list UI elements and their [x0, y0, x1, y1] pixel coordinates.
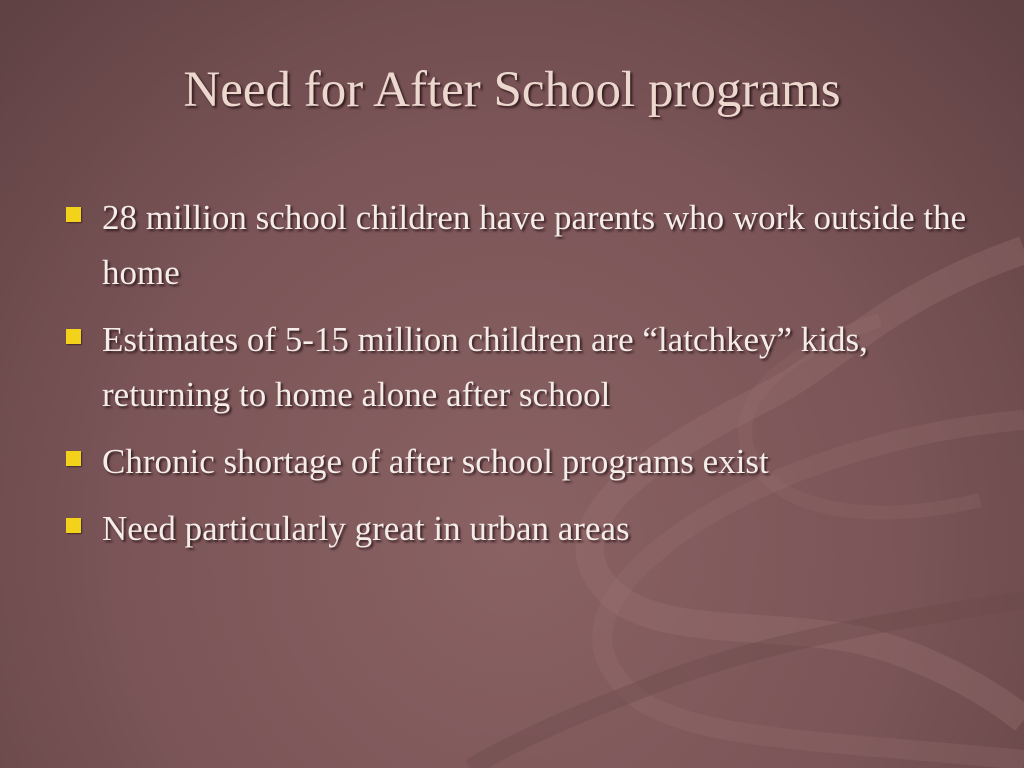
bullet-text: 28 million school children have parents who work outside the home	[102, 198, 967, 292]
bullet-item	[62, 434, 972, 489]
bullet-item	[62, 501, 972, 556]
bullet-item	[62, 190, 972, 300]
square-bullet-icon	[66, 329, 81, 344]
square-bullet-icon	[66, 451, 81, 466]
bullet-text: Chronic shortage of after school programs exist	[102, 442, 769, 481]
slide-title: Need for After School programs	[183, 62, 841, 118]
bullet-list	[62, 190, 972, 568]
bullet-text: Estimates of 5-15 million children are “latchkey” kids, returning to home alone after school	[102, 320, 868, 414]
bullet-item	[62, 312, 972, 422]
square-bullet-icon	[66, 207, 81, 222]
bullet-text: Need particularly great in urban areas	[102, 509, 630, 548]
square-bullet-icon	[66, 518, 81, 533]
